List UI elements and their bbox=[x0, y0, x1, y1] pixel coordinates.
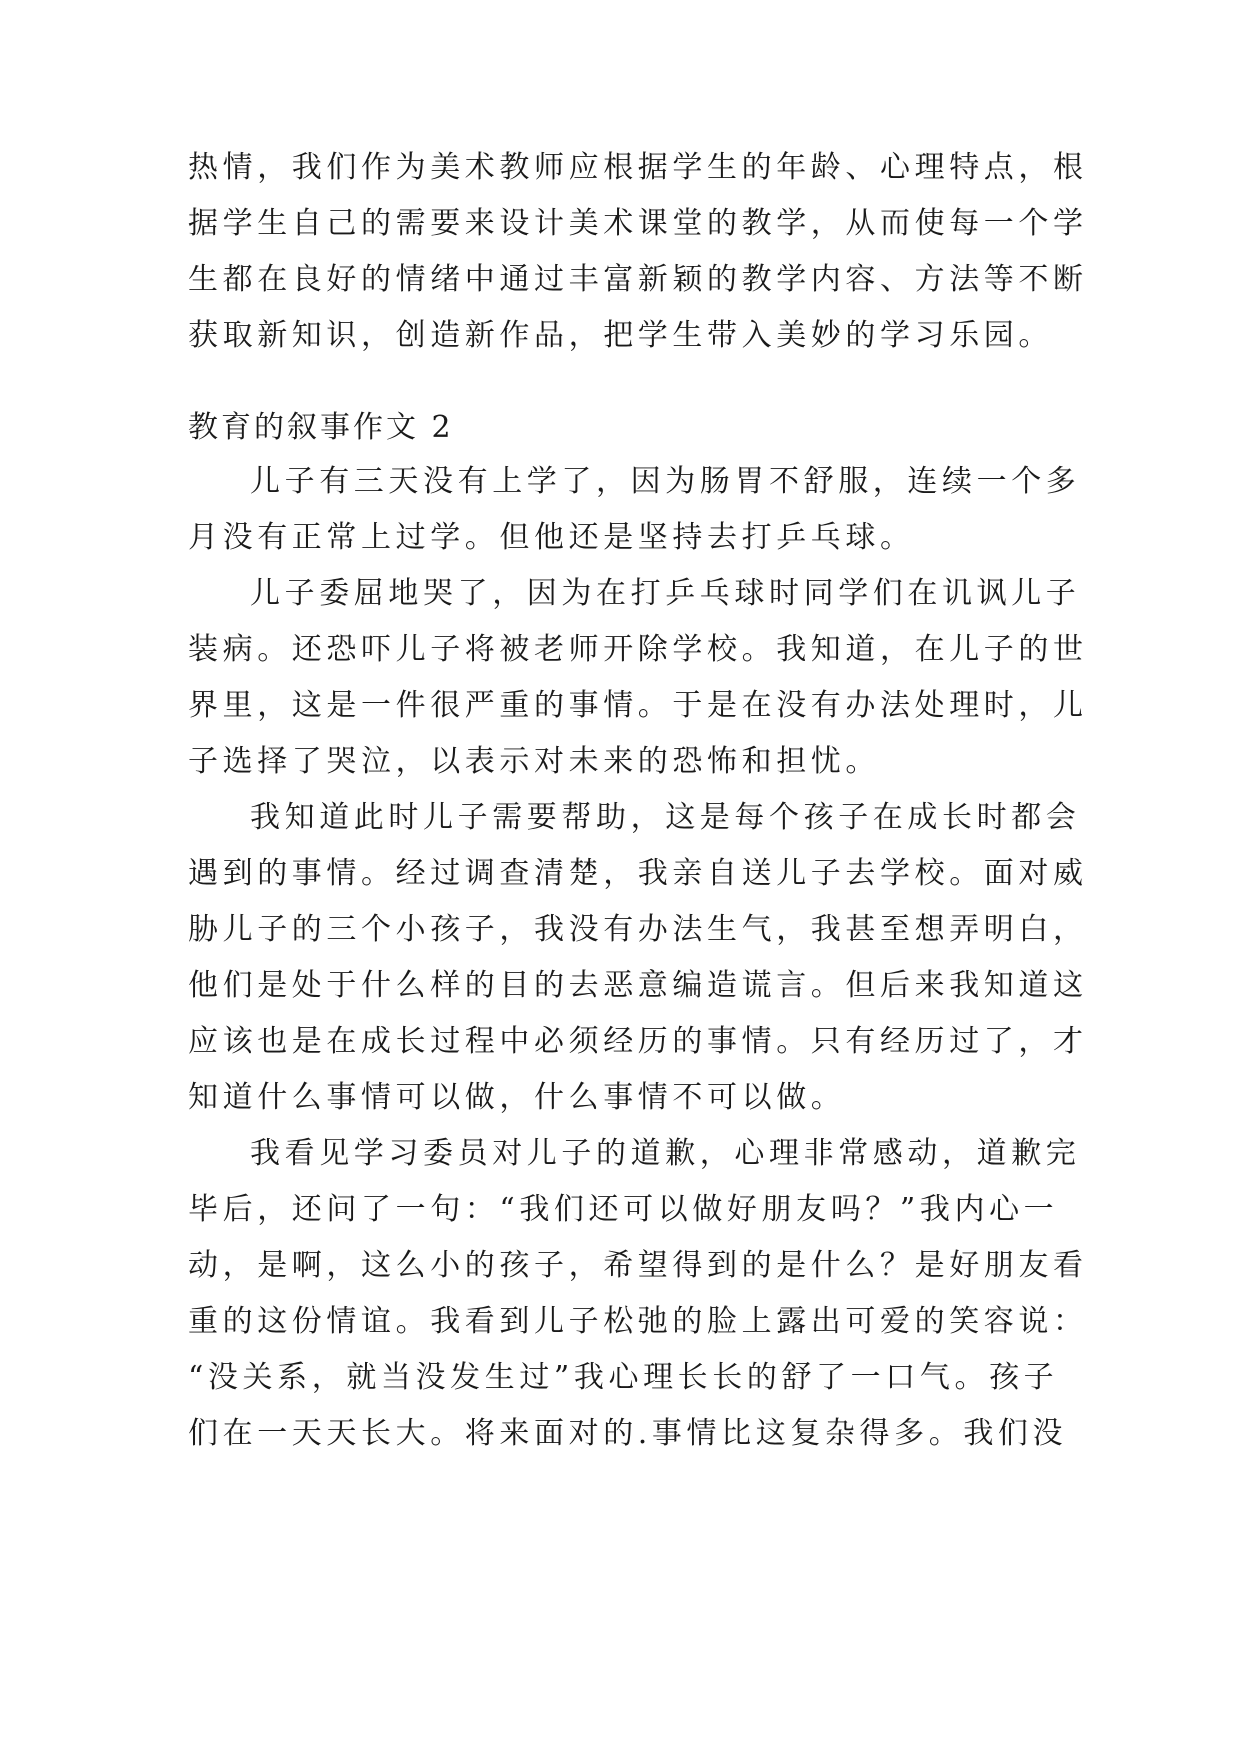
paragraph-4-line-6: 们在一天天长大。将来面对的.事情比这复杂得多。我们没 bbox=[188, 1416, 1068, 1451]
paragraph-4-line-5: “没关系，就当没发生过”我心理长长的舒了一口气。孩子 bbox=[188, 1360, 1059, 1395]
paragraph-1-line-2: 月没有正常上过学。但他还是坚持去打乒乓球。 bbox=[188, 520, 915, 555]
paragraph-3-line-5: 应该也是在成长过程中必须经历的事情。只有经历过了，才 bbox=[188, 1024, 1088, 1059]
paragraph-2-line-3: 界里，这是一件很严重的事情。于是在没有办法处理时，儿 bbox=[188, 688, 1088, 723]
paragraph-1-line-1: 儿子有三天没有上学了，因为肠胃不舒服，连续一个多 bbox=[250, 464, 1081, 499]
paragraph-4-line-2: 毕后，还问了一句：“我们还可以做好朋友吗？”我内心一 bbox=[188, 1192, 1059, 1227]
paragraph-2-line-1: 儿子委屈地哭了，因为在打乒乓球时同学们在讥讽儿子 bbox=[250, 576, 1081, 611]
paragraph-4-line-3: 动，是啊，这么小的孩子，希望得到的是什么？是好朋友看 bbox=[188, 1248, 1088, 1283]
intro-line-1: 热情，我们作为美术教师应根据学生的年龄、心理特点，根 bbox=[188, 150, 1088, 185]
paragraph-3-line-1: 我知道此时儿子需要帮助，这是每个孩子在成长时都会 bbox=[250, 800, 1081, 835]
intro-line-4: 获取新知识，创造新作品，把学生带入美妙的学习乐园。 bbox=[188, 318, 1053, 353]
intro-line-3: 生都在良好的情绪中通过丰富新颖的教学内容、方法等不断 bbox=[188, 262, 1088, 297]
paragraph-4-line-4: 重的这份情谊。我看到儿子松弛的脸上露出可爱的笑容说： bbox=[188, 1304, 1088, 1339]
paragraph-3-line-3: 胁儿子的三个小孩子，我没有办法生气，我甚至想弄明白， bbox=[188, 912, 1088, 947]
paragraph-3-line-4: 他们是处于什么样的目的去恶意编造谎言。但后来我知道这 bbox=[188, 968, 1088, 1003]
paragraph-3-line-2: 遇到的事情。经过调查清楚，我亲自送儿子去学校。面对威 bbox=[188, 856, 1088, 891]
intro-line-2: 据学生自己的需要来设计美术课堂的教学，从而使每一个学 bbox=[188, 206, 1088, 241]
paragraph-4-line-1: 我看见学习委员对儿子的道歉，心理非常感动，道歉完 bbox=[250, 1136, 1081, 1171]
paragraph-3-line-6: 知道什么事情可以做，什么事情不可以做。 bbox=[188, 1080, 846, 1115]
section-title: 教育的叙事作文 2 bbox=[188, 410, 454, 445]
paragraph-2-line-4: 子选择了哭泣，以表示对未来的恐怖和担忧。 bbox=[188, 744, 880, 779]
paragraph-2-line-2: 装病。还恐吓儿子将被老师开除学校。我知道，在儿子的世 bbox=[188, 632, 1088, 667]
